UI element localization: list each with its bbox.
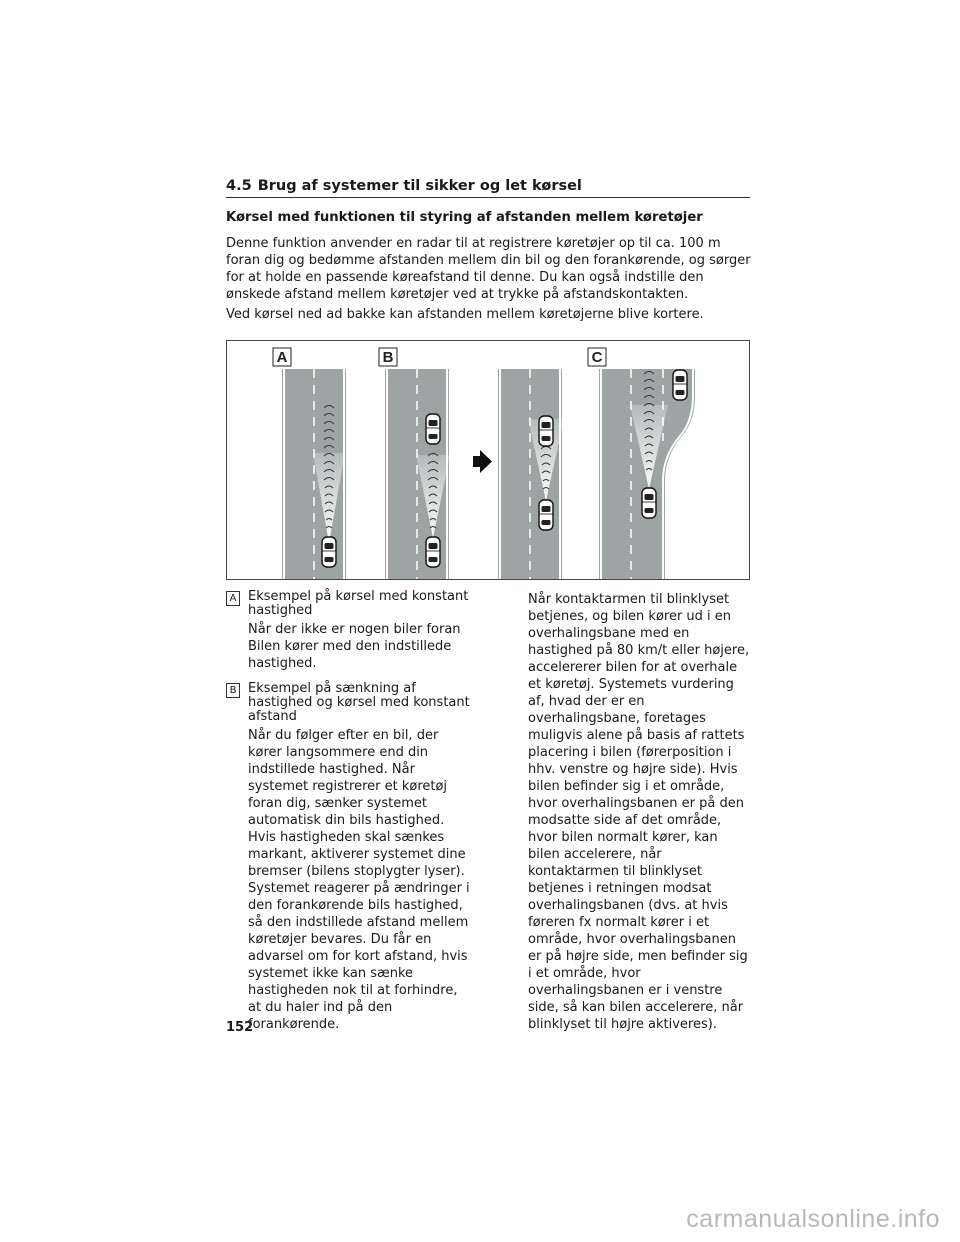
label-a: A	[276, 349, 288, 366]
downhill-note: Ved kørsel ned ad bakke kan afstanden mellem køretøjerne blive kortere.	[226, 307, 704, 322]
intro-paragraph: Denne funktion anvender en radar til at registrere køretøjer op til ca. 100 m foran dig og bedømme afstanden mellem din bil og den forankørende, og sørger for at holde en passende køreafstand til denne. Du kan også indstille den ønskede afstand mellem køretøjer ved at trykke på afstandskontakten.	[226, 236, 751, 302]
page-number: 152	[226, 1020, 254, 1035]
section-header	[226, 178, 750, 198]
item-a-body: Når der ikke er nogen biler foran Bilen kører med den indstillede hastighed.	[248, 622, 461, 671]
item-a-badge: A	[226, 591, 240, 606]
item-a-title: Eksempel på kørsel med konstant hastighed	[248, 589, 469, 618]
car-c-lead	[673, 370, 687, 400]
label-c-box	[588, 348, 606, 366]
car-b2-lead	[539, 416, 553, 446]
item-b-badge: B	[226, 683, 240, 698]
right-column: Når kontaktarmen til blinklyset betjenes, og bilen kører ud i en overhalingsbane med en hastighed på 80 km/t eller højere, accelererer bilen for at overhale et køretøj. Systemets vurdering af, hvad der er en overhalingsbane, foretages muligvis alene på basis af rattets placering i bilen (førerposition i hhv. venstre og højre side). Hvis bilen befinder sig i et område, hvor overhalingsbanen er på den modsatte side af det område, hvor bilen normalt kører, kan bilen accelerere, når kontaktarmen til blinklyset betjenes i retningen modsat overhalingsbanen (dvs. at hvis føreren fx normalt kører i et område, hvor overhalingsbanen er på højre side, men befinder sig i et område, hvor overhalingsbanen er i venstre side, så kan bilen accelerere, når blinklyset til højre aktiveres).	[528, 592, 750, 1032]
item-b-title: Eksempel på sænkning af hastighed og kørsel med konstant afstand	[248, 681, 470, 724]
car-b-lead	[426, 414, 440, 444]
transition-arrow	[473, 450, 492, 473]
label-b-box	[379, 348, 397, 366]
car-a-own	[322, 537, 336, 567]
car-c-own	[642, 488, 656, 518]
item-b-body: Når du følger efter en bil, der kører langsommere end din indstillede hastighed. Når systemet registrerer et køretøj foran dig, sænker systemet automatisk din bils hastighed. Hvis hastigheden skal sænkes markant, aktiverer systemet dine bremser (bilens stoplygter lyser). Systemet reagerer på ændringer i den forankørende bils hastighed, så den indstillede afstand mellem køretøjer bevares. Du får en advarsel om for kort afstand, hvis systemet ikke kan sænke hastigheden nok til at forhindre, at du haler ind på den forankørende.	[248, 728, 470, 1032]
section-title: Brug af systemer til sikker og let kørsel	[257, 178, 582, 194]
left-column	[226, 590, 471, 1033]
item-b	[226, 682, 471, 1033]
road-b	[385, 369, 450, 579]
road-a	[282, 369, 346, 579]
road-b-result	[498, 369, 564, 579]
label-a-box	[273, 348, 291, 366]
car-b-own	[426, 537, 440, 567]
car-b2-own	[539, 500, 553, 530]
acc-illustration	[226, 340, 750, 580]
watermark: carmanualsonline.info	[686, 1205, 940, 1233]
subheading: Kørsel med funktionen til styring af afstanden mellem køretøjer	[226, 210, 703, 225]
item-a	[226, 590, 471, 672]
road-c	[599, 369, 695, 579]
section-number: 4.5	[226, 178, 252, 194]
label-b: B	[382, 349, 394, 366]
label-c: C	[591, 349, 603, 366]
